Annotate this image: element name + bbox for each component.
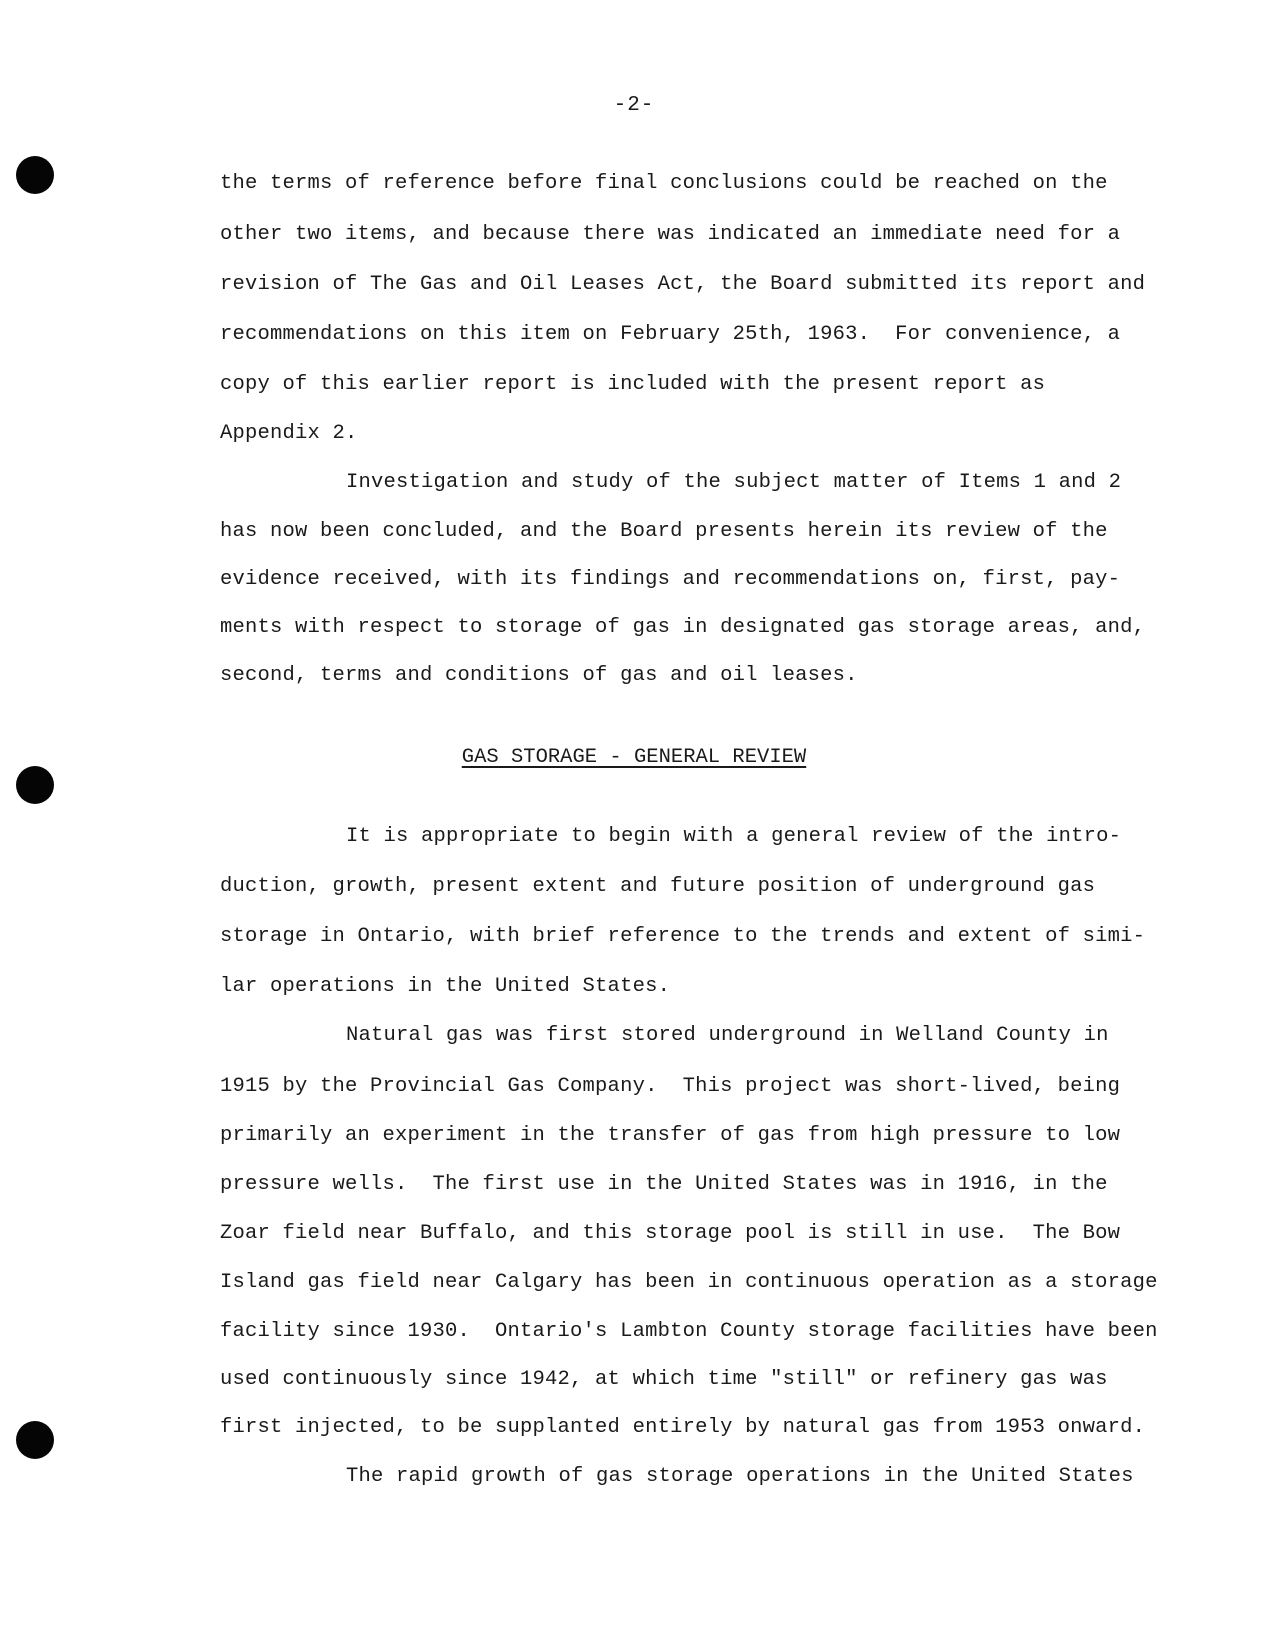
paragraph-1-line-2: other two items, and because there was indicated an immediate need for a: [220, 223, 1121, 246]
paragraph-2-line-1: Investigation and study of the subject matter of Items 1 and 2: [346, 471, 1122, 494]
section-heading: [0, 746, 1268, 769]
paragraph-4-line-5: Zoar field near Buffalo, and this storage pool is still in use. The Bow: [220, 1222, 1121, 1245]
paragraph-3-line-1: It is appropriate to begin with a general review of the intro-: [346, 825, 1122, 848]
paragraph-2-line-4: ments with respect to storage of gas in designated gas storage areas, and,: [220, 616, 1146, 639]
punch-hole-top: [16, 156, 54, 194]
paragraph-1-line-6: Appendix 2.: [220, 422, 358, 445]
paragraph-4-line-2: 1915 by the Provincial Gas Company. This project was short-lived, being: [220, 1075, 1121, 1098]
paragraph-4-line-7: facility since 1930. Ontario's Lambton County storage facilities have been: [220, 1320, 1158, 1343]
paragraph-4-line-3: primarily an experiment in the transfer of gas from high pressure to low: [220, 1124, 1121, 1147]
paragraph-3-line-4: lar operations in the United States.: [220, 975, 671, 998]
paragraph-2-line-3: evidence received, with its findings and recommendations on, first, pay-: [220, 568, 1121, 591]
paragraph-4-line-8: used continuously since 1942, at which time "still" or refinery gas was: [220, 1368, 1108, 1391]
paragraph-4-line-1: Natural gas was first stored underground in Welland County in: [346, 1024, 1109, 1047]
paragraph-5-line-1: The rapid growth of gas storage operations in the United States: [346, 1465, 1134, 1488]
paragraph-4-line-6: Island gas field near Calgary has been in continuous operation as a storage: [220, 1271, 1158, 1294]
paragraph-2-line-5: second, terms and conditions of gas and oil leases.: [220, 664, 858, 687]
paragraph-4-line-4: pressure wells. The first use in the United States was in 1916, in the: [220, 1173, 1108, 1196]
punch-hole-middle: [16, 766, 54, 804]
paragraph-4-line-9: first injected, to be supplanted entirely by natural gas from 1953 onward.: [220, 1416, 1146, 1439]
section-heading-text: GAS STORAGE - GENERAL REVIEW: [461, 746, 807, 769]
paragraph-2-line-2: has now been concluded, and the Board presents herein its review of the: [220, 520, 1108, 543]
paragraph-1-line-3: revision of The Gas and Oil Leases Act, the Board submitted its report and: [220, 273, 1146, 296]
paragraph-1-line-1: the terms of reference before final conclusions could be reached on the: [220, 172, 1108, 195]
page-number: -2-: [613, 94, 655, 117]
paragraph-3-line-2: duction, growth, present extent and future position of underground gas: [220, 875, 1096, 898]
punch-hole-bottom: [16, 1421, 54, 1459]
paragraph-1-line-4: recommendations on this item on February 25th, 1963. For convenience, a: [220, 323, 1121, 346]
paragraph-1-line-5: copy of this earlier report is included with the present report as: [220, 373, 1046, 396]
paragraph-3-line-3: storage in Ontario, with brief reference to the trends and extent of simi-: [220, 925, 1146, 948]
